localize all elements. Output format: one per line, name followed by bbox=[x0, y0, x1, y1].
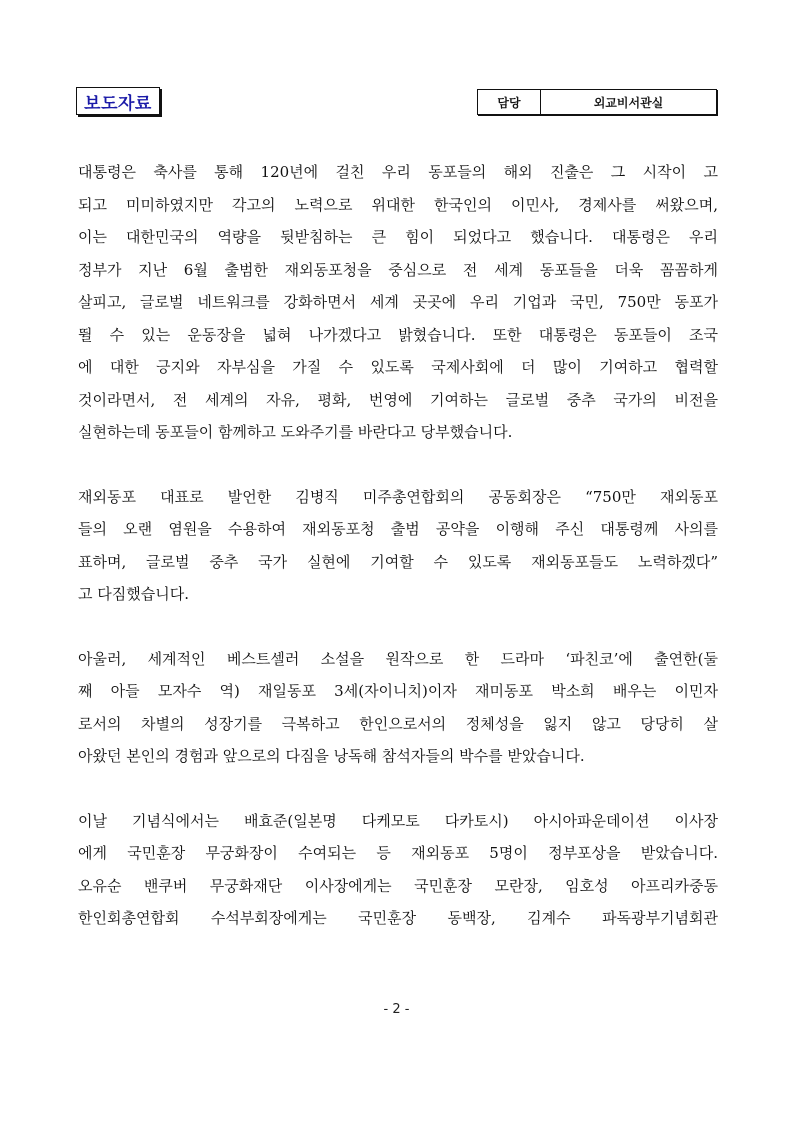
press-release-label: 보도자료 bbox=[76, 87, 160, 115]
text-line: 정부가 지난 6월 출범한 재외동포청을 중심으로 전 세계 동포들을 더욱 꼼꼼하게 bbox=[78, 260, 718, 279]
contact-table bbox=[477, 89, 717, 115]
text-line: 로서의 차별의 성장기를 극복하고 한인으로서의 정체성을 잃지 않고 당당히 살 bbox=[78, 714, 718, 733]
text-line: 한인회총연합회 수석부회장에게는 국민훈장 동백장, 김계수 파독광부기념회관 bbox=[78, 909, 718, 927]
body-text bbox=[78, 156, 718, 935]
page-number: - 2 - bbox=[383, 1002, 410, 1017]
text-line: 되고 미미하였지만 각고의 노력으로 위대한 한국인의 이민사, 경제사를 써왔으며, bbox=[78, 195, 718, 214]
text-line: 이는 대한민국의 역량을 뒷받침하는 큰 힘이 되었다고 했습니다. 대통령은 우리 bbox=[78, 228, 718, 246]
text-line: 들의 오랜 염원을 수용하여 재외동포청 출범 공약을 이행해 주신 대통령께 사의를 bbox=[78, 520, 718, 538]
text-line: 고 다짐했습니다. bbox=[78, 585, 189, 603]
text-line: 대통령은 축사를 통해 120년에 걸친 우리 동포들의 해외 진출은 그 시작이 고 bbox=[78, 163, 718, 181]
text-line: 실현하는데 동포들이 함께하고 도와주기를 바란다고 당부했습니다. bbox=[78, 423, 513, 441]
text-line: 살피고, 글로벌 네트워크를 강화하면서 세계 곳곳에 우리 기업과 국민, 750만 동포가 bbox=[78, 293, 718, 311]
text-line: 표하며, 글로벌 중추 국가 실현에 기여할 수 있도록 재외동포들도 노력하겠다” bbox=[78, 552, 718, 571]
text-line: 오유순 밴쿠버 무궁화재단 이사장에게는 국민훈장 모란장, 임호성 아프리카중동 bbox=[78, 876, 718, 895]
paragraph-president-speech bbox=[78, 156, 718, 449]
paragraph-actor-reading bbox=[78, 643, 718, 773]
text-line: 아왔던 본인의 경험과 앞으로의 다짐을 낭독해 참석자들의 박수를 받았습니다. bbox=[78, 747, 585, 765]
text-line: 것이라면서, 전 세계의 자유, 평화, 번영에 기여하는 글로벌 중추 국가의 비전을 bbox=[78, 390, 718, 409]
text-line: 에게 국민훈장 무궁화장이 수여되는 등 재외동포 5명이 정부포상을 받았습니다. bbox=[78, 844, 718, 862]
text-line: 뛸 수 있는 운동장을 넓혀 나가겠다고 밝혔습니다. 또한 대통령은 동포들이 조국 bbox=[78, 325, 718, 344]
text-line: 째 아들 모자수 역) 재일동포 3세(자이니치)이자 재미동포 박소희 배우는 이민자 bbox=[78, 682, 718, 700]
paragraph-representative-remarks bbox=[78, 481, 718, 611]
paragraph-awards bbox=[78, 805, 718, 935]
text-line: 에 대한 긍지와 자부심을 가질 수 있도록 국제사회에 더 많이 기여하고 협력할 bbox=[78, 358, 718, 376]
text-line: 아울러, 세계적인 베스트셀러 소설을 원작으로 한 드라마 ‘파친코’에 출연한(둘 bbox=[78, 649, 718, 668]
contact-department: 외교비서관실 bbox=[593, 95, 664, 110]
contact-label: 담당 bbox=[478, 90, 541, 114]
text-line: 이날 기념식에서는 배효준(일본명 다케모토 다카토시) 아시아파운데이션 이사장 bbox=[78, 811, 718, 830]
text-line: 재외동포 대표로 발언한 김병직 미주총연합회의 공동회장은 “750만 재외동포 bbox=[78, 487, 718, 506]
